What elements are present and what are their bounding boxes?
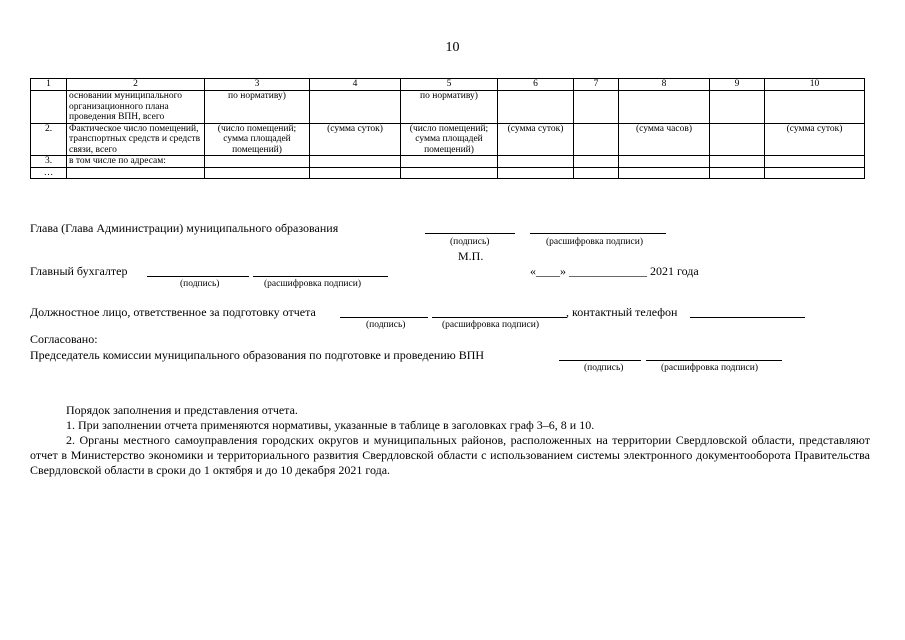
report-table — [30, 78, 865, 179]
table-cell — [619, 156, 710, 168]
table-cell — [710, 123, 765, 156]
official-label: Должностное лицо, ответственное за подготовку отчета — [30, 305, 316, 319]
signature-line — [147, 276, 249, 277]
table-row — [31, 167, 865, 179]
table-cell — [205, 167, 310, 179]
column-number: 6 — [498, 79, 574, 91]
decoding-line — [530, 233, 666, 234]
table-cell: 2. — [31, 123, 67, 156]
table-cell — [574, 167, 619, 179]
table-cell: по нормативу) — [205, 91, 310, 124]
date-field: «____» _____________ 2021 года — [530, 264, 699, 278]
table-cell: основании муниципального организационного плана проведения ВПН, всего — [67, 91, 205, 124]
table-cell: в том числе по адресам: — [67, 156, 205, 168]
table-cell — [710, 156, 765, 168]
signature-line — [340, 317, 428, 318]
table-cell — [31, 91, 67, 124]
table-cell: по нормативу) — [401, 91, 498, 124]
table-row — [31, 156, 865, 168]
table-cell: (число помещений; сумма площадей помещений) — [205, 123, 310, 156]
table-cell — [401, 167, 498, 179]
table-cell — [310, 156, 401, 168]
table-cell: (сумма часов) — [619, 123, 710, 156]
table-cell — [498, 156, 574, 168]
signature-line — [559, 360, 641, 361]
commission-label: Председатель комиссии муниципального образования по подготовке и проведению ВПН — [30, 348, 485, 362]
table-cell: (сумма суток) — [765, 123, 865, 156]
table-cell — [67, 167, 205, 179]
table-cell: (сумма суток) — [498, 123, 574, 156]
table-row — [31, 123, 865, 156]
table-cell — [710, 167, 765, 179]
table-cell — [574, 123, 619, 156]
signature-caption: (подпись) — [180, 279, 220, 289]
table-cell — [619, 91, 710, 124]
table-cell: (сумма суток) — [310, 123, 401, 156]
table-cell — [498, 167, 574, 179]
table-row — [31, 91, 865, 124]
table-cell: 3. — [31, 156, 67, 168]
agreed-label: Согласовано: — [30, 332, 98, 346]
column-number: 1 — [31, 79, 67, 91]
signature-caption: (подпись) — [366, 320, 406, 330]
table-cell — [574, 156, 619, 168]
notes-item-2: 2. Органы местного самоуправления городских округов и муниципальных районов, расположенных на территории Свердловской области, представляют отчет в Министерство экономики и территориального развития Свердловской области с использованием системы электронного документооборота Правительства Свердловской области в сроки до 1 октября и до 10 декабря 2021 года. — [30, 433, 870, 477]
phone-line — [690, 317, 805, 318]
decoding-line — [253, 276, 388, 277]
signature-caption: (подпись) — [584, 363, 624, 373]
notes-item-1: 1. При заполнении отчета применяются нормативы, указанные в таблице в заголовках граф 3–6, 8 и 10. — [66, 418, 595, 432]
phone-label: , контактный телефон — [566, 305, 678, 319]
accountant-label: Главный бухгалтер — [30, 264, 128, 278]
table-cell — [710, 91, 765, 124]
table-cell — [401, 156, 498, 168]
head-label: Глава (Глава Администрации) муниципального образования — [30, 221, 339, 235]
column-number: 4 — [310, 79, 401, 91]
table-header-row — [31, 79, 865, 91]
column-number: 10 — [765, 79, 865, 91]
decoding-caption: (расшифровка подписи) — [442, 320, 539, 330]
table-cell — [765, 91, 865, 124]
table-cell: Фактическое число помещений, транспортных средств и средств связи, всего — [67, 123, 205, 156]
notes-section — [30, 403, 870, 478]
column-number: 7 — [574, 79, 619, 91]
table-cell — [765, 156, 865, 168]
table-cell — [619, 167, 710, 179]
column-number: 2 — [67, 79, 205, 91]
table-cell — [310, 91, 401, 124]
table-cell — [205, 156, 310, 168]
stamp-label: М.П. — [458, 249, 484, 263]
signature-caption: (подпись) — [450, 237, 490, 247]
decoding-line — [432, 317, 567, 318]
notes-title: Порядок заполнения и представления отчета. — [66, 403, 298, 417]
column-number: 8 — [619, 79, 710, 91]
decoding-line — [646, 360, 782, 361]
column-number: 3 — [205, 79, 310, 91]
decoding-caption: (расшифровка подписи) — [661, 363, 758, 373]
column-number: 9 — [710, 79, 765, 91]
table-cell — [498, 91, 574, 124]
signature-line — [425, 233, 515, 234]
table-cell: … — [31, 167, 67, 179]
page-number: 10 — [445, 40, 460, 55]
table-cell: (число помещений; сумма площадей помещений) — [401, 123, 498, 156]
table-cell — [765, 167, 865, 179]
decoding-caption: (расшифровка подписи) — [264, 279, 361, 289]
column-number: 5 — [401, 79, 498, 91]
table-cell — [310, 167, 401, 179]
table-cell — [574, 91, 619, 124]
decoding-caption: (расшифровка подписи) — [546, 237, 643, 247]
